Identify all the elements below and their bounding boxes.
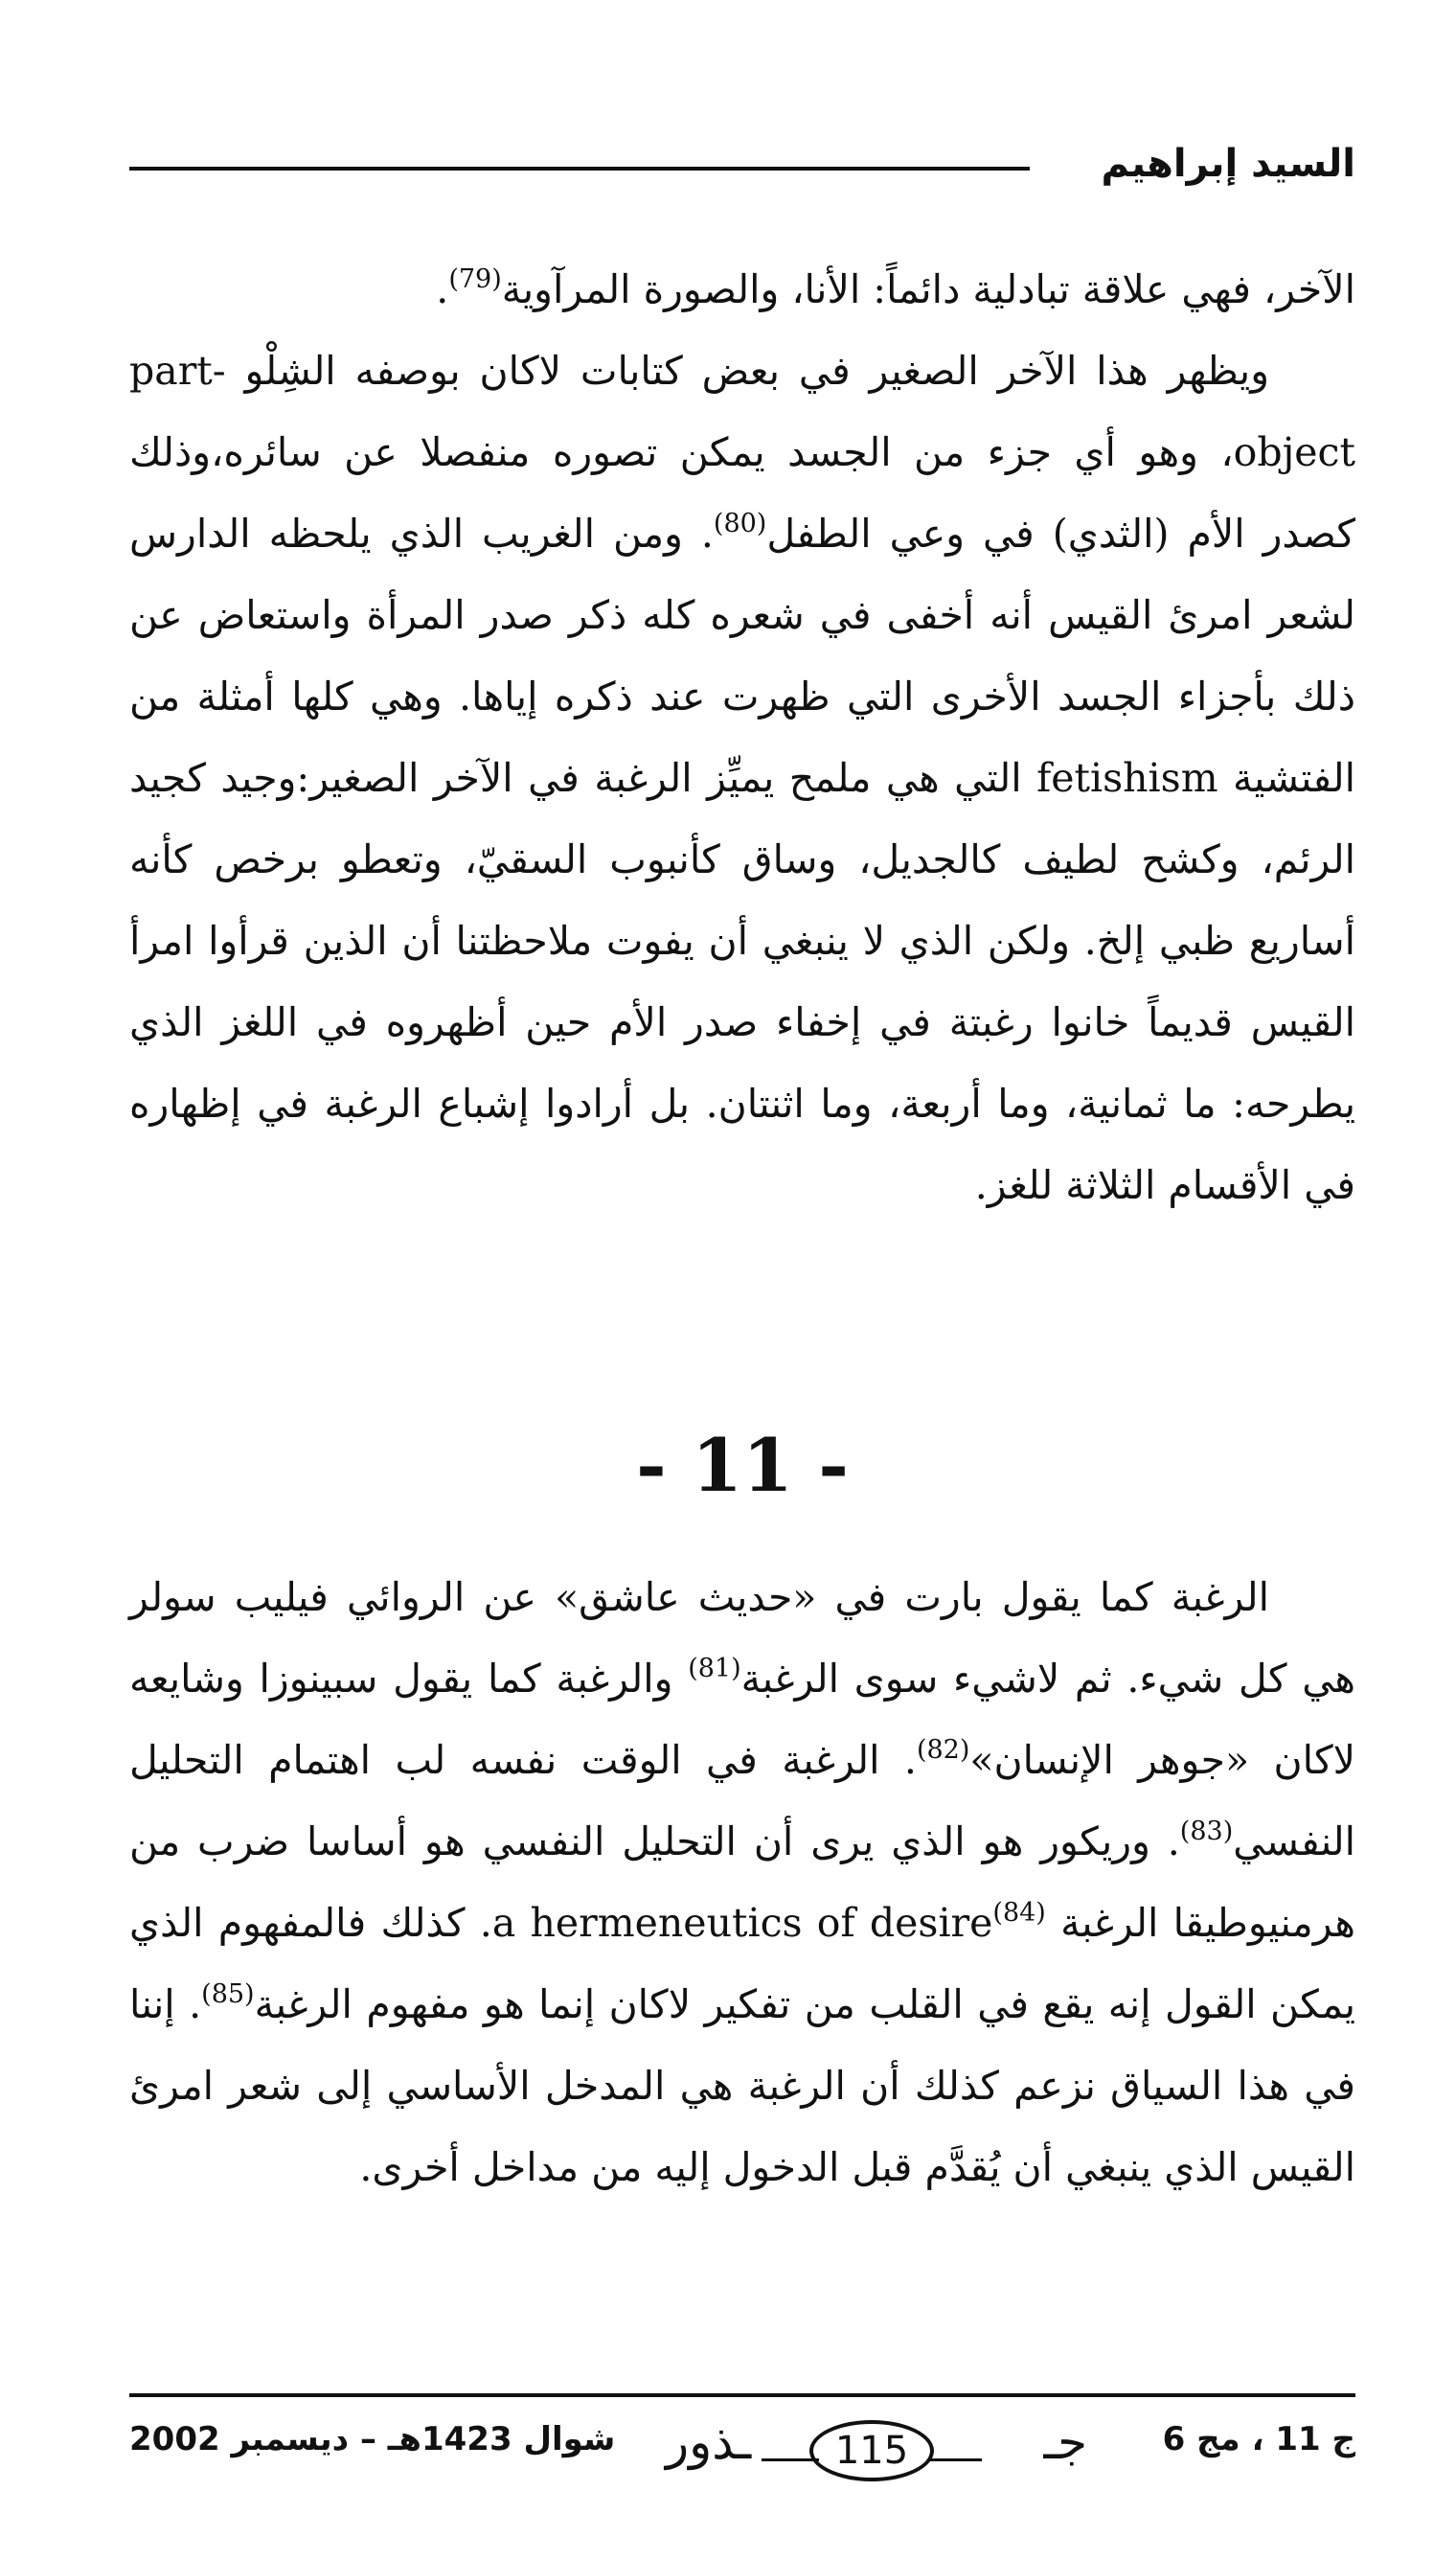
header-rule bbox=[129, 167, 1030, 171]
paragraph-3-text-3: . الرغبة في الوقت نفسه لب اهتمام التحليل النفسي bbox=[129, 1737, 1355, 1864]
page-number: 115 bbox=[834, 2429, 909, 2473]
paragraph-3-text-4: . وريكور هو الذي يرى أن التحليل النفسي هو أساسا ضرب من هرمنيوطيقا الرغبة bbox=[129, 1818, 1355, 1946]
footnote-ref-80: (80) bbox=[713, 509, 767, 538]
footnote-ref-79: (79) bbox=[448, 264, 502, 294]
footer-date: شوال 1423هـ – ديسمبر 2002 bbox=[129, 2420, 616, 2458]
journal-name-right: جـ bbox=[1043, 2414, 1087, 2470]
paragraph-3-text-2: والرغبة كما يقول سبينوزا وشايعه لاكان «جوهر الإنسان» bbox=[129, 1656, 1355, 1783]
footnote-ref-84: (84) bbox=[992, 1898, 1046, 1928]
paragraph-3-text-5: . كذلك فالمفهوم الذي يمكن القول إنه يقع في القلب من تفكير لاكان إنما هو مفهوم الرغبة bbox=[129, 1900, 1356, 2027]
paragraph-2-text-2: ، وهو أي جزء من الجسد يمكن تصوره منفصلا عن سائره،وذلك كصدر الأم (الثدي) في وعي الطفل bbox=[129, 429, 1355, 557]
footnote-ref-83: (83) bbox=[1179, 1817, 1234, 1846]
section-number: - 11 - bbox=[636, 1423, 849, 1508]
page-footer bbox=[129, 2414, 1355, 2491]
journal-line-right bbox=[924, 2458, 982, 2461]
paragraph-2-text-1: ويظهر هذا الآخر الصغير في بعض كتابات لاكان بوصفه الشِلْو bbox=[225, 348, 1269, 394]
paragraph-1 bbox=[129, 249, 1355, 331]
paragraph-2-text-3: . ومن الغريب الذي يلحظه الدارس لشعر امرئ القيس أنه أخفى في شعره كله ذكر صدر المرأة واستعاض عن ذلك بأجزاء الجسد الأخرى التي ظهرت عند ذكره إياها. وهي كلها أمثلة من الفتشية bbox=[129, 511, 1355, 801]
paragraph-2-text-4: التي هي ملمح يميِّز الرغبة في الآخر الصغير:وجيد كجيد الرئم، وكشح لطيف كالجديل، وساق كأنبوب السقيّ، وتعطو برخص كأنه أساريع ظبي إلخ. ولكن الذي لا ينبغي أن يفوت ملاحظتنا أن الذين قرأوا امرأ القيس قديماً خانوا رغبتة في إخفاء صدر الأم حين أظهروه في اللغز الذي يطرحه: ما ثمانية، وما أربعة، وما اثنتان. بل أرادوا إشباع الرغبة في إظهاره في الأقسام الثلاثة للغز. bbox=[129, 755, 1355, 1208]
paragraph-1-end: . bbox=[436, 266, 449, 312]
paragraph-1-text: الآخر، فهي علاقة تبادلية دائماً: الأنا، والصورة المرآوية bbox=[501, 266, 1355, 312]
journal-line-left bbox=[762, 2458, 819, 2461]
journal-name-left: ـذور bbox=[666, 2414, 752, 2470]
text-block-top bbox=[129, 249, 1355, 1226]
latin-term-hermeneutics: a hermeneutics of desire bbox=[491, 1900, 993, 1946]
header-author: السيد إبراهيم bbox=[1101, 142, 1355, 186]
footnote-ref-85: (85) bbox=[201, 1979, 255, 2009]
latin-term-part-object: part-object bbox=[129, 348, 1355, 475]
page-number-oval bbox=[809, 2420, 934, 2481]
footnote-ref-82: (82) bbox=[916, 1735, 970, 1765]
footer-rule bbox=[129, 2393, 1355, 2397]
paragraph-3 bbox=[129, 1557, 1355, 2208]
paragraph-3-text-1: الرغبة كما يقول بارت في «حديث عاشق» عن الروائي فيليب سولر هي كل شيء. ثم لاشيء سوى الرغبة bbox=[129, 1574, 1355, 1702]
latin-term-fetishism: fetishism bbox=[1036, 755, 1218, 801]
footer-issue: ج 11 ، مج 6 bbox=[1162, 2420, 1355, 2458]
text-block-bottom bbox=[129, 1557, 1355, 2208]
footnote-ref-81: (81) bbox=[688, 1654, 741, 1683]
journal-logo bbox=[666, 2411, 1087, 2487]
paragraph-3-text-6: . إننا في هذا السياق نزعم كذلك أن الرغبة هي المدخل الأساسي إلى شعر امرئ القيس الذي ينبغي أن يُقدَّم قبل الدخول إليه من مداخل أخرى. bbox=[129, 1981, 1355, 2190]
paragraph-2 bbox=[129, 331, 1355, 1226]
running-header bbox=[129, 134, 1355, 211]
